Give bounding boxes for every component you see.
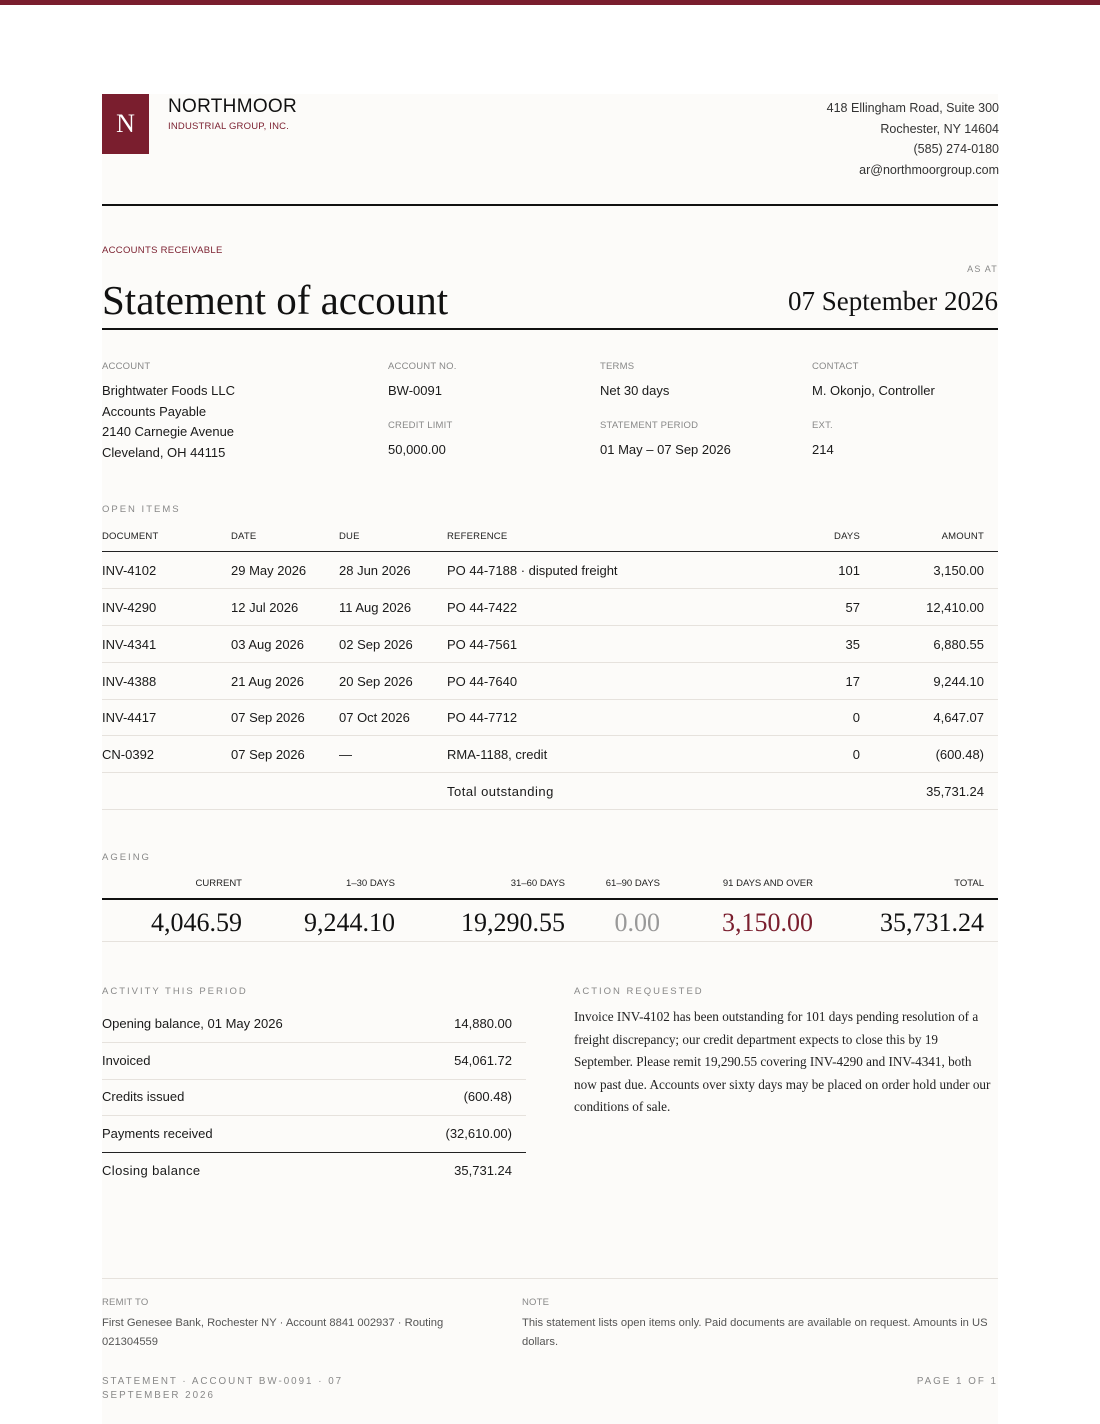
table-row [102, 589, 998, 626]
page-number: PAGE 1 OF 1 [916, 1376, 998, 1387]
amount-cell: 6,880.55 [933, 637, 984, 652]
terms-label: TERMS [600, 361, 635, 372]
title-rule [102, 328, 998, 330]
doc-cell: INV-4417 [102, 710, 157, 725]
statement-reference: STATEMENT · ACCOUNT BW-0091 · 07 SEPTEMBER 2026 [102, 1376, 344, 1401]
col-due: DUE [339, 531, 360, 542]
date-cell: 21 Aug 2026 [231, 674, 305, 689]
table-row [102, 736, 998, 773]
ref-cell: PO 44-7640 [447, 674, 518, 689]
closing-balance-label: Closing balance [102, 1163, 201, 1178]
closing-balance-row [102, 1153, 526, 1190]
ageing-bottom-rule [102, 941, 998, 942]
date-cell: 03 Aug 2026 [231, 637, 305, 652]
ageing-91-plus-value: 3,150.00 [722, 908, 813, 937]
account-line: 2140 Carnegie Avenue [102, 424, 235, 440]
activity-item-label: Invoiced [102, 1053, 151, 1068]
ageing-total-value: 35,731.24 [880, 908, 984, 937]
address-line: Rochester, NY 14604 [880, 121, 999, 136]
company-logo [102, 94, 149, 154]
doc-cell: INV-4290 [102, 600, 157, 615]
days-cell: 57 [845, 600, 860, 615]
due-cell: — [339, 747, 352, 762]
company-subtitle: INDUSTRIAL GROUP, INC. [168, 121, 290, 132]
logo-letter: N [116, 109, 135, 138]
amount-cell: 12,410.00 [926, 600, 984, 615]
document-category: ACCOUNTS RECEIVABLE [102, 245, 223, 256]
table-row [102, 552, 998, 589]
table-row [102, 699, 998, 736]
doc-cell: INV-4388 [102, 674, 157, 689]
ageing-current-value: 4,046.59 [151, 908, 242, 937]
doc-cell: INV-4341 [102, 637, 157, 652]
ageing-label: AGEING [102, 852, 151, 863]
email: ar@northmoorgroup.com [859, 163, 999, 178]
activity-row [102, 1006, 526, 1043]
col-document: DOCUMENT [102, 531, 159, 542]
activity-item-value: 54,061.72 [454, 1053, 512, 1068]
days-cell: 101 [838, 563, 860, 578]
activity-label: ACTIVITY THIS PERIOD [102, 986, 248, 997]
account-line: Brightwater Foods LLC [102, 383, 235, 398]
activity-item-value: (600.48) [463, 1089, 512, 1104]
activity-item-label: Credits issued [102, 1089, 185, 1104]
remit-to-text: First Genesee Bank, Rochester NY · Account 8841 002937 · Routing 021304559 [102, 1317, 444, 1348]
total-row [102, 773, 998, 810]
ageing-1-30-label: 1–30 DAYS [346, 878, 395, 889]
phone: (585) 274-0180 [913, 142, 999, 157]
page-title: Statement of account [102, 277, 449, 323]
days-cell: 0 [852, 747, 860, 762]
ageing-61-90-value: 0.00 [614, 908, 660, 937]
closing-balance-value: 35,731.24 [454, 1163, 512, 1178]
ref-cell: PO 44-7188 · disputed freight [447, 563, 618, 578]
due-cell: 20 Sep 2026 [339, 674, 413, 689]
address-line: 418 Ellingham Road, Suite 300 [826, 101, 999, 115]
ageing-1-30-value: 9,244.10 [304, 908, 395, 937]
col-date: DATE [231, 531, 257, 542]
account-line: Cleveland, OH 44115 [102, 445, 226, 461]
total-label: Total outstanding [447, 784, 554, 799]
ageing-61-90-label: 61–90 DAYS [605, 878, 660, 889]
statement-page [102, 94, 998, 1424]
statement-period-label: STATEMENT PERIOD [600, 420, 699, 431]
contact-label: CONTACT [812, 361, 859, 372]
activity-item-label: Opening balance, 01 May 2026 [102, 1016, 283, 1031]
ref-cell: PO 44-7712 [447, 710, 518, 725]
activity-item-value: (32,610.00) [445, 1126, 512, 1141]
days-cell: 35 [845, 637, 860, 652]
due-cell: 07 Oct 2026 [339, 710, 410, 725]
ref-cell: RMA-1188, credit [447, 747, 548, 762]
amount-cell: (600.48) [935, 747, 984, 762]
col-amount: AMOUNT [941, 531, 984, 542]
activity-item-value: 14,880.00 [454, 1016, 512, 1031]
ageing-31-60-value: 19,290.55 [461, 908, 565, 937]
as-at-date: 07 September 2026 [788, 286, 998, 316]
account-line: Accounts Payable [102, 403, 207, 419]
table-row [102, 663, 998, 700]
date-cell: 29 May 2026 [231, 563, 307, 578]
doc-cell: CN-0392 [102, 747, 155, 762]
note-label: NOTE [522, 1297, 550, 1308]
ageing-rule [102, 898, 998, 900]
action-text: Invoice INV-4102 has been outstanding for 101 days pending resolution of a freight discrepancy; our credit department expects to close this by 19 September. Please remit 19,290.55 covering INV-4290 and INV-4341, both now past due. Accounts over sixty days may be placed on order hold under our conditions of sale. [574, 1009, 991, 1114]
due-cell: 28 Jun 2026 [339, 563, 411, 578]
as-at-label: AS AT [967, 264, 998, 274]
action-label: ACTION REQUESTED [574, 986, 704, 997]
account-no-label: ACCOUNT NO. [388, 361, 457, 372]
account-no: BW-0091 [388, 383, 442, 398]
company-name: NORTHMOOR [168, 96, 298, 117]
footer-rule [102, 1278, 998, 1279]
open-items-label: OPEN ITEMS [102, 504, 181, 515]
credit-limit: 50,000.00 [388, 442, 446, 457]
amount-cell: 4,647.07 [933, 710, 984, 725]
account-address [102, 381, 235, 464]
company-address [827, 98, 999, 181]
ext: 214 [812, 442, 834, 457]
ref-cell: PO 44-7561 [447, 637, 518, 652]
amount-cell: 3,150.00 [933, 563, 984, 578]
activity-row [102, 1043, 526, 1080]
ageing-total-label: TOTAL [954, 878, 984, 889]
ageing-31-60-label: 31–60 DAYS [510, 878, 565, 889]
date-cell: 07 Sep 2026 [231, 710, 305, 725]
terms: Net 30 days [600, 383, 670, 398]
header-rule [102, 204, 998, 206]
doc-cell: INV-4102 [102, 563, 157, 578]
date-cell: 07 Sep 2026 [231, 747, 305, 762]
activity-row [102, 1079, 526, 1116]
total-amount: 35,731.24 [926, 784, 984, 799]
due-cell: 02 Sep 2026 [339, 637, 413, 652]
statement-period: 01 May – 07 Sep 2026 [600, 442, 731, 457]
table-row [102, 626, 998, 663]
activity-row [102, 1116, 526, 1153]
contact: M. Okonjo, Controller [812, 383, 935, 398]
col-days: DAYS [834, 531, 860, 542]
credit-limit-label: CREDIT LIMIT [388, 420, 453, 431]
ref-cell: PO 44-7422 [447, 600, 518, 615]
ageing-current-label: CURRENT [195, 878, 242, 889]
remit-to-label: REMIT TO [102, 1297, 149, 1308]
days-cell: 17 [845, 674, 860, 689]
top-accent-bar [0, 0, 1100, 5]
account-label: ACCOUNT [102, 361, 151, 372]
col-reference: REFERENCE [447, 531, 508, 542]
ext-label: EXT. [812, 420, 833, 431]
due-cell: 11 Aug 2026 [339, 600, 412, 615]
amount-cell: 9,244.10 [933, 674, 984, 689]
note-text: This statement lists open items only. Paid documents are available on request. Amounts in US dollars. [522, 1317, 988, 1348]
ageing-91-plus-label: 91 DAYS AND OVER [722, 878, 813, 889]
days-cell: 0 [852, 710, 860, 725]
date-cell: 12 Jul 2026 [231, 600, 299, 615]
activity-item-label: Payments received [102, 1126, 213, 1141]
